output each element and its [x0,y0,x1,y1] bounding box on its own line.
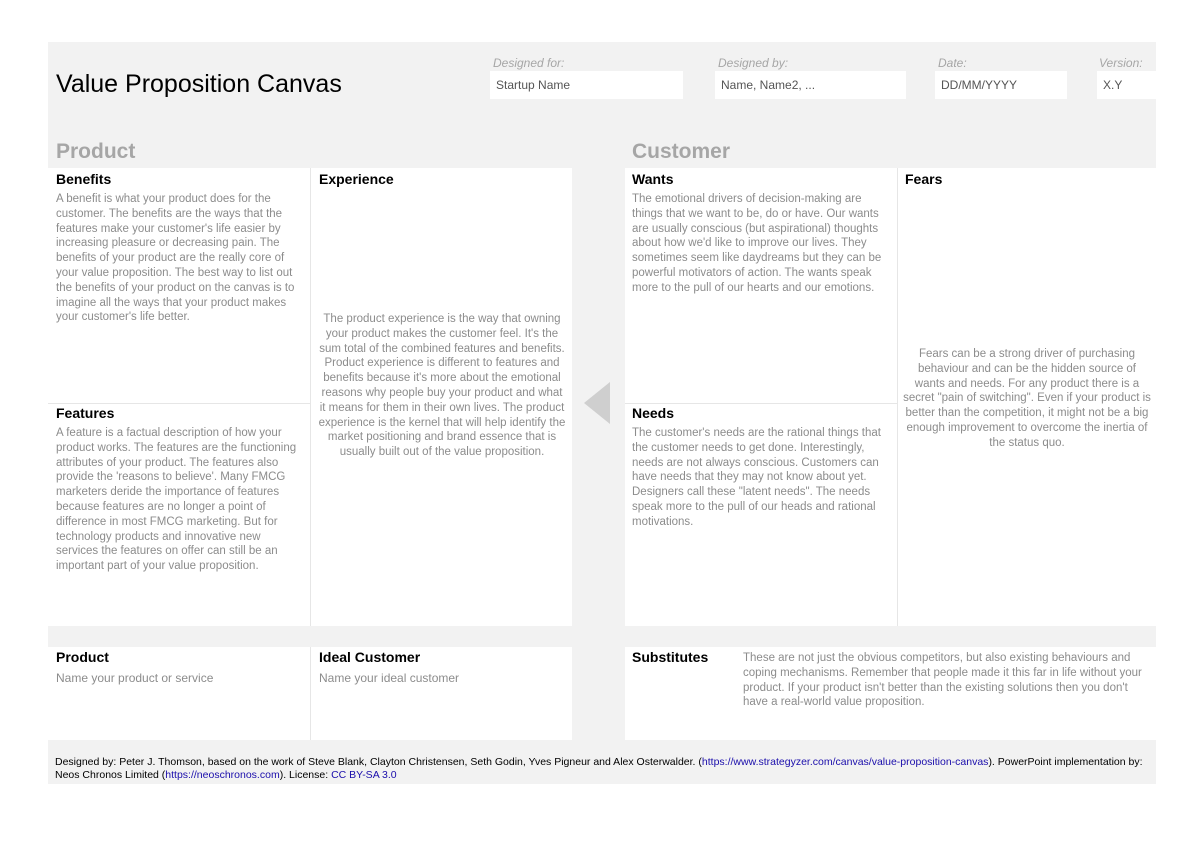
customer-divider-horizontal [625,403,897,404]
date-label: Date: [938,56,967,70]
bottom-divider-vertical [310,647,311,740]
license-link[interactable]: CC BY-SA 3.0 [331,769,397,781]
customer-section-label: Customer [632,140,731,163]
needs-heading: Needs [632,405,675,421]
version-label: Version: [1099,56,1143,70]
experience-heading: Experience [319,171,394,187]
fears-text[interactable]: Fears can be a strong driver of purchasing behaviour and can be the hidden source of wants and needs. For any product there is a secret "pain of switching". Even if your product is better than the competition, it might not be a big enough improvement to overcome the inertia of the status quo. [903,348,1151,449]
designed-for-label: Designed for: [493,56,565,70]
product-name-heading: Product [56,649,109,665]
designed-by-field[interactable]: Name, Name2, ... [715,71,906,99]
version-field[interactable]: X.Y [1097,71,1156,99]
benefits-heading: Benefits [56,171,112,187]
footer-text-1: Designed by: Peter J. Thomson, based on the work of Steve Blank, Clayton Christensen, Seth Godin, Yves Pigneur and Alex Osterwalder. ( [55,756,702,768]
page-title: Value Proposition Canvas [56,70,342,98]
wants-text[interactable]: The emotional drivers of decision-making are things that we want to be, do or have. Our wants are usually conscious (but aspirational) thoughts about how we'd like to improve our lives. They sometimes seem like daydreams but they can be powerful motivators of action. The wants speak more to the pull of our hearts and our emotions. [632,193,882,294]
designed-by-label: Designed by: [718,56,789,70]
neoschronos-link[interactable]: https://neoschronos.com [165,769,280,781]
ideal-customer-field[interactable]: Name your ideal customer [319,671,460,685]
wants-heading: Wants [632,171,674,187]
footer-text-3: ). License: [279,769,332,781]
footer-text-2: ). PowerPoint implementation by: Neos Chronos Limited ( [55,756,1143,781]
product-name-field[interactable]: Name your product or service [56,671,214,685]
substitutes-text[interactable]: These are not just the obvious competitors, but also existing behaviours and coping mechanisms. Remember that people made it this far in life without your product. If your product isn't better than the existing solutions then you don't have a real-world value proposition. [743,652,1142,709]
fears-heading: Fears [905,171,943,187]
needs-text[interactable]: The customer's needs are the rational things that the customer needs to get done. Interestingly, needs are not always conscious. Customers can have needs that they may not know about yet. Designers call these "latent needs". The needs speak more to the pull of our heads and rational motivations. [632,427,881,528]
designed-for-field[interactable]: Startup Name [490,71,683,99]
footer-credits [55,756,1150,782]
features-heading: Features [56,405,115,421]
product-section-label: Product [56,140,136,163]
product-divider-horizontal [48,403,310,404]
features-text[interactable]: A feature is a factual description of how your product works. The features are the functioning attributes of your product. The features also provide the 'reasons to believe'. Many FMCG marketers deride the importance of features because features are no longer a point of difference in most FMCG marketing. But for technology products and innovative new services the features on offer can still be an important part of your value proposition. [56,427,297,573]
customer-divider-vertical [897,168,898,626]
ideal-customer-heading: Ideal Customer [319,649,421,665]
benefits-text[interactable]: A benefit is what your product does for the customer. The benefits are the ways that the features make your customer's life easier by increasing pleasure or decreasing pain. The benefits of your product are the really core of your value proposition. The best way to list out the benefits of your product on the canvas is to imagine all the ways that your product makes your customer's life better. [56,193,295,324]
strategyzer-link[interactable]: https://www.strategyzer.com/canvas/value-proposition-canvas [701,756,989,768]
left-arrow-icon [582,380,612,426]
experience-text[interactable]: The product experience is the way that owning your product makes the customer feel. It's the sum total of the combined features and benefits. Product experience is different to features and benefits because it's more about the emotional reasons why people buy your product and what it means for them in their own lives. The product experience is the kernel that will help identify the market positioning and brand essence that is usually built out of the value proposition. [318,313,566,459]
substitutes-heading: Substitutes [632,649,709,665]
date-field[interactable]: DD/MM/YYYY [935,71,1067,99]
product-divider-vertical [310,168,311,626]
